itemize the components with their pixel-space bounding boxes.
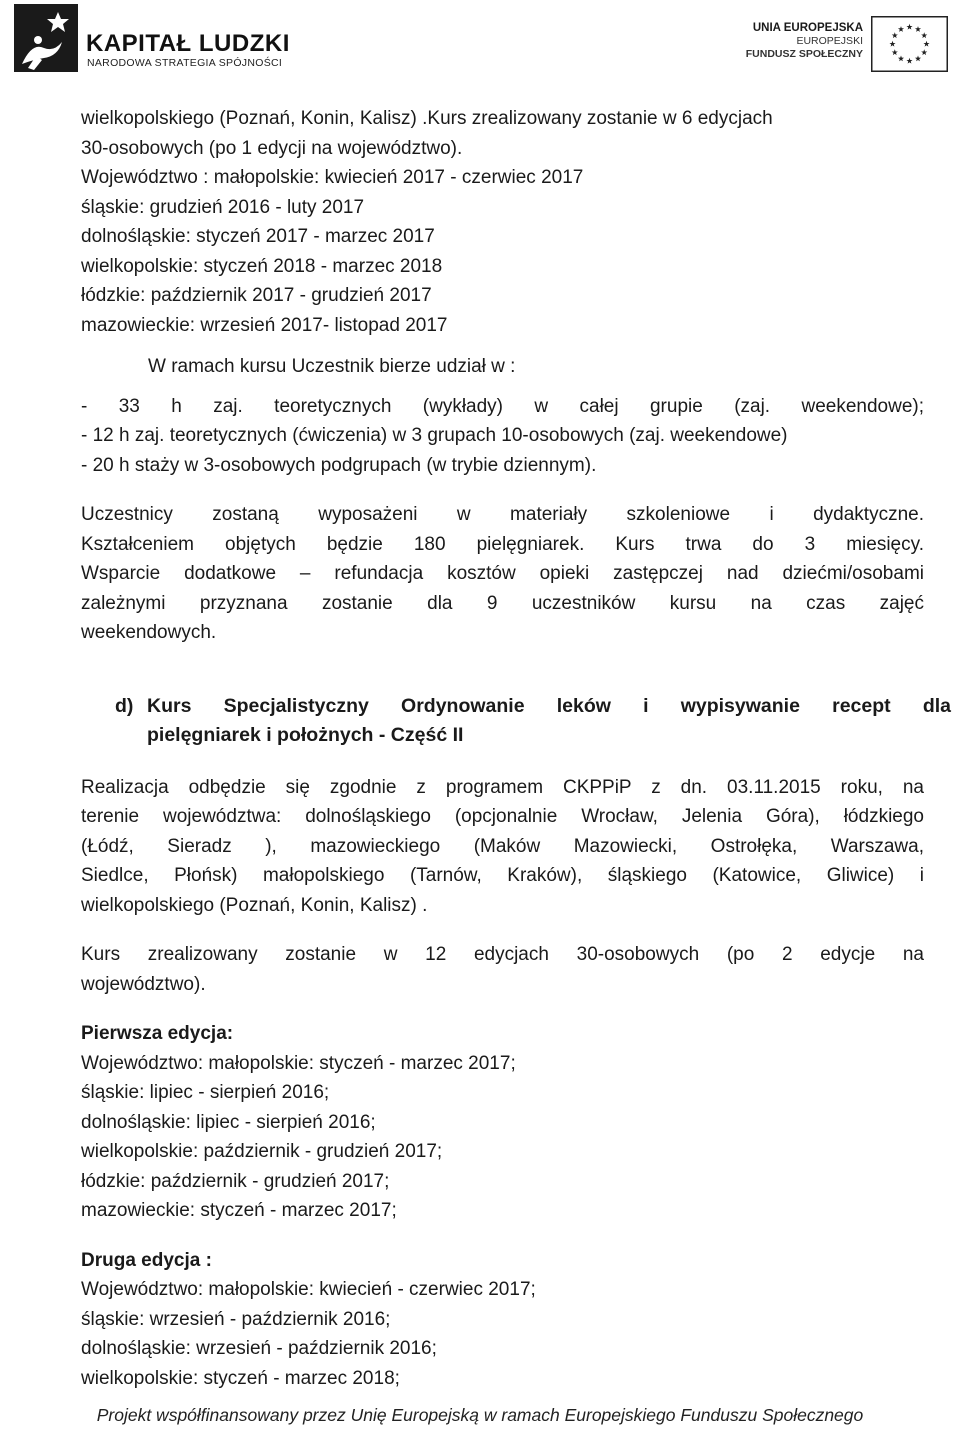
first-edition-title: Pierwsza edycja: — [81, 1023, 234, 1044]
kapital-ludzki-logo-icon — [14, 4, 78, 72]
eu-label-line2: EUROPEJSKI — [796, 35, 863, 47]
eu-label-line1: UNIA EUROPEJSKA — [752, 22, 863, 34]
editions-note-line: Kurs zrealizowany zostanie w 12 edycjach 30-osobowych (po 2 edycje na — [81, 944, 924, 965]
logo-subtitle: NARODOWA STRATEGIA SPÓJNOŚCI — [87, 57, 283, 69]
support-line: weekendowych. — [81, 622, 217, 643]
schedule-line: Województwo : małopolskie: kwiecień 2017 - czerwiec 2017 — [81, 167, 584, 188]
schedule-line: łódzkie: październik 2017 - grudzień 2017 — [81, 285, 432, 306]
realization-line: terenie województwa: dolnośląskiego (opcjonalnie Wrocław, Jelenia Góra), łódzkiego — [81, 806, 924, 827]
section-d-heading — [115, 692, 951, 751]
participation-line: - 33 h zaj. teoretycznych (wykłady) w całej grupie (zaj. weekendowe); — [81, 395, 924, 417]
section-d-title-line2: pielęgniarek i położnych - Część II — [147, 724, 464, 746]
eu-label-line3: FUNDUSZ SPOŁECZNY — [745, 48, 863, 60]
realization-line: Siedlce, Płońsk) małopolskiego (Tarnów, Kraków), śląskiego (Katowice, Gliwice) i — [81, 865, 924, 886]
page-header — [0, 0, 960, 80]
first-edition-line: Województwo: małopolskie: styczeń - marzec 2017; — [81, 1052, 516, 1074]
page-footer: Projekt współfinansowany przez Unię Europejską w ramach Europejskiego Funduszu Społecznego — [96, 1405, 864, 1425]
first-edition-line: łódzkie: październik - grudzień 2017; — [81, 1170, 390, 1192]
support-line: zależnymi przyznana zostanie dla 9 uczestników kursu na czas zajęć — [81, 592, 924, 614]
eu-flag-icon — [871, 16, 948, 72]
eu-label — [746, 22, 863, 61]
first-edition-line: wielkopolskie: październik - grudzień 2017; — [81, 1141, 443, 1162]
participation-intro: W ramach kursu Uczestnik bierze udział w : — [148, 356, 516, 377]
participation-line: - 20 h staży w 3-osobowych podgrupach (w trybie dziennym). — [81, 454, 597, 476]
second-edition-line: śląskie: wrzesień - październik 2016; — [81, 1308, 391, 1330]
realization-line: Realizacja odbędzie się zgodnie z programem CKPPiP z dn. 03.11.2015 roku, na — [81, 776, 924, 798]
first-edition-line: śląskie: lipiec - sierpień 2016; — [81, 1082, 330, 1103]
second-edition-line: Województwo: małopolskie: kwiecień - czerwiec 2017; — [81, 1279, 536, 1300]
realization-line: wielkopolskiego (Poznań, Konin, Kalisz) . — [81, 894, 428, 916]
realization-line: (Łódź, Sieradz ), mazowieckiego (Maków Mazowiecki, Ostrołęka, Warszawa, — [81, 835, 924, 857]
schedule-line: śląskie: grudzień 2016 - luty 2017 — [81, 196, 365, 218]
support-line: Uczestnicy zostaną wyposażeni w materiały szkoleniowe i dydaktyczne. — [81, 504, 924, 525]
second-edition-title: Druga edycja : — [81, 1249, 212, 1271]
intro-line: 30-osobowych (po 1 edycji na województwo). — [81, 137, 463, 159]
section-d-label: d) — [115, 694, 134, 717]
schedule-line: mazowieckie: wrzesień 2017- listopad 2017 — [81, 314, 448, 336]
support-line: Kształceniem objętych będzie 180 pielęgniarek. Kurs trwa do 3 miesięcy. — [81, 533, 924, 555]
support-line: Wsparcie dodatkowe – refundacja kosztów opieki zastępczej nad dziećmi/osobami — [81, 563, 924, 584]
participation-line: - 12 h zaj. teoretycznych (ćwiczenia) w 3 grupach 10-osobowych (zaj. weekendowe) — [81, 425, 788, 446]
section-d-title-line1: Kurs Specjalistyczny Ordynowanie leków i wypisywanie recept dla — [147, 694, 951, 717]
intro-line: wielkopolskiego (Poznań, Konin, Kalisz) .Kurs zrealizowany zostanie w 6 edycjach — [81, 108, 773, 129]
schedule-line: wielkopolskie: styczeń 2018 - marzec 2018 — [81, 255, 443, 277]
second-edition-line: dolnośląskie: wrzesień - październik 2016; — [81, 1338, 437, 1359]
first-edition-line: mazowieckie: styczeń - marzec 2017; — [81, 1200, 397, 1221]
schedule-line: dolnośląskie: styczeń 2017 - marzec 2017 — [81, 226, 435, 247]
first-edition-line: dolnośląskie: lipiec - sierpień 2016; — [81, 1111, 376, 1133]
second-edition-line: wielkopolskie: styczeń - marzec 2018; — [81, 1367, 400, 1389]
document-body — [81, 104, 951, 1393]
editions-note-line: województwo). — [81, 973, 206, 995]
logo-title: KAPITAŁ LUDZKI — [86, 30, 290, 57]
